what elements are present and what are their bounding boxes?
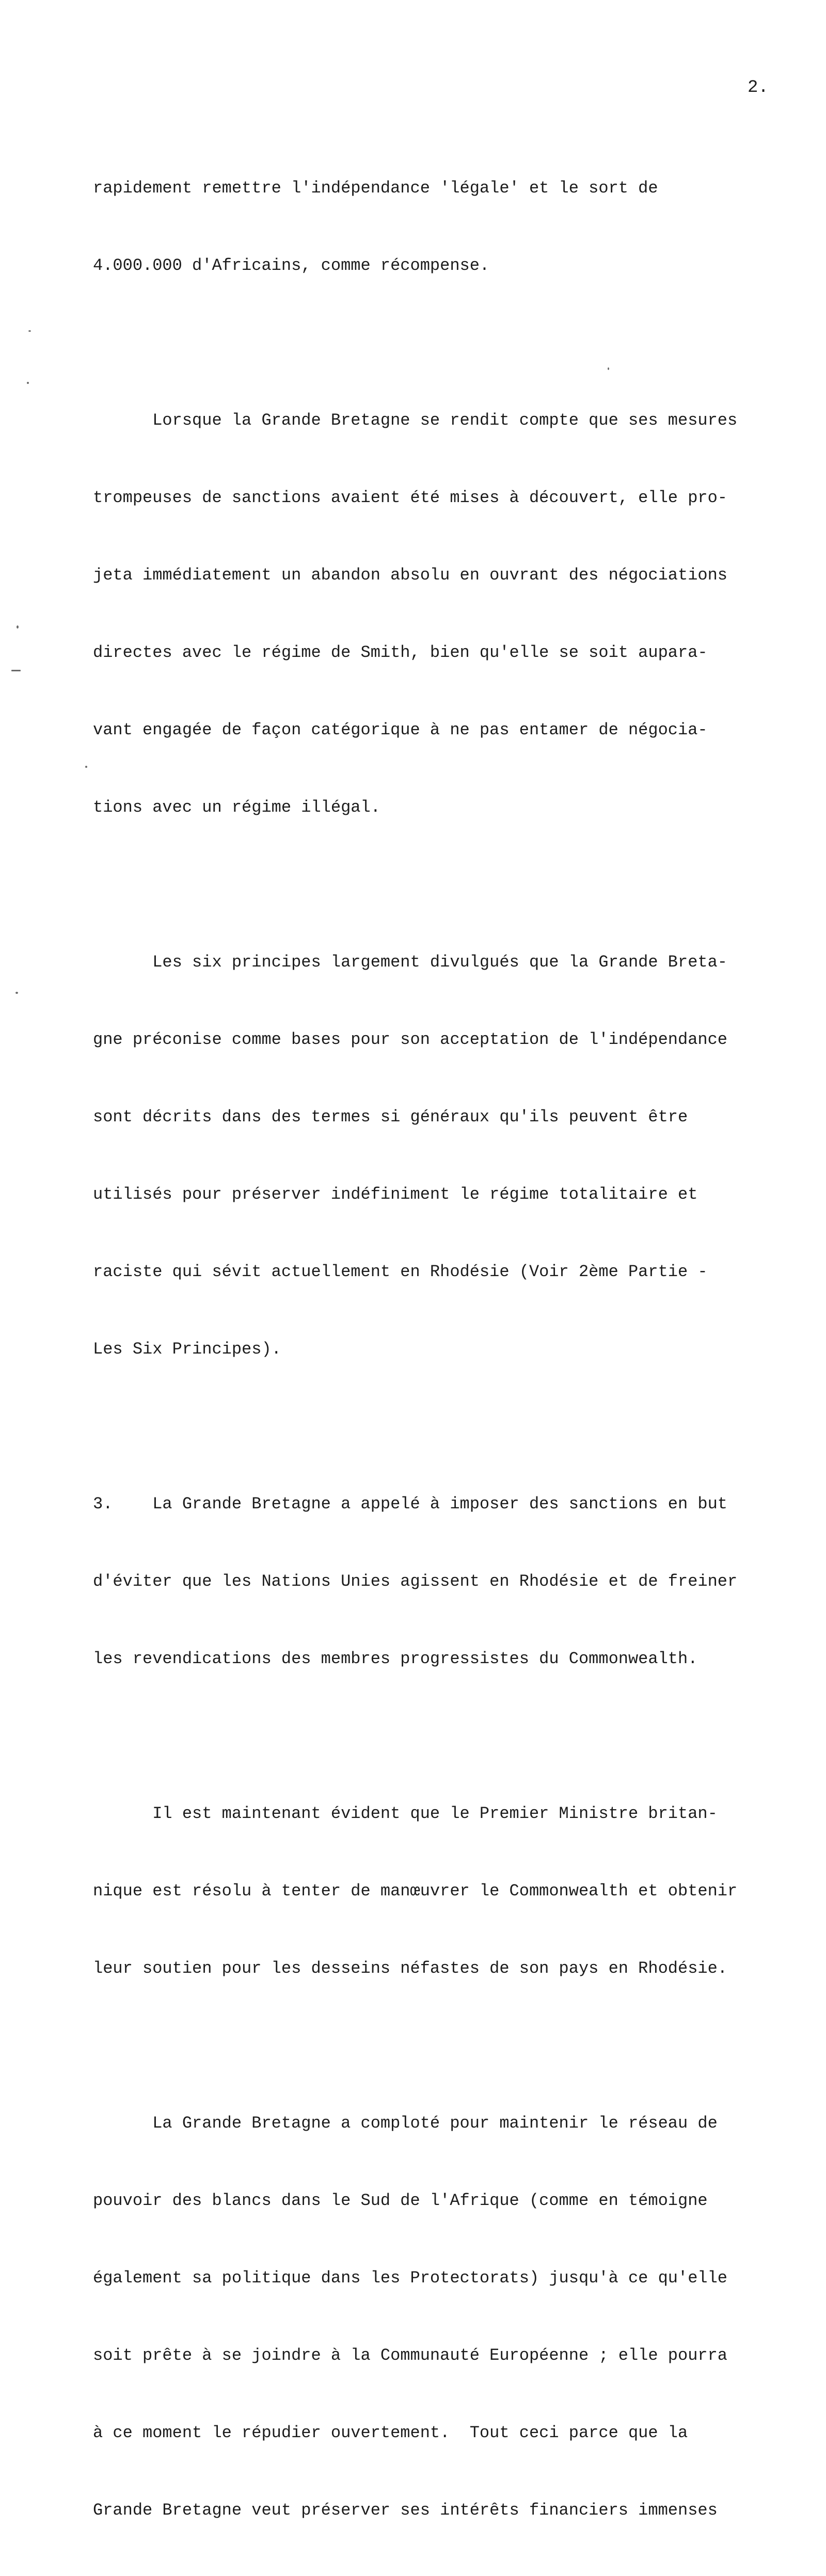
text-line: jeta immédiatement un abandon absolu en ouvrant des négociations <box>93 566 727 585</box>
text-line: Lorsque la Grande Bretagne se rendit compte que ses mesures <box>93 411 738 430</box>
paragraph-numbered-3 <box>93 1440 785 1724</box>
paragraph <box>93 898 785 1414</box>
scan-speck <box>608 367 609 370</box>
text-line: à ce moment le répudier ouvertement. Tout ceci parce que la <box>93 2423 688 2442</box>
text-line: pouvoir des blancs dans le Sud de l'Afrique (comme en témoigne <box>93 2191 708 2210</box>
text-line: rapidement remettre l'indépendance 'légale' et le sort de <box>93 179 658 198</box>
text-line: tions avec un régime illégal. <box>93 798 380 817</box>
text-line <box>93 2575 785 2576</box>
scan-speck <box>11 670 21 671</box>
text-line: soit prête à se joindre à la Communauté Européenne ; elle pourra <box>93 2346 727 2365</box>
text-line: raciste qui sévit actuellement en Rhodésie (Voir 2ème Partie - <box>93 1262 708 1281</box>
page-number: 2. <box>748 78 769 98</box>
scan-speck <box>27 382 29 384</box>
paragraph <box>93 356 785 872</box>
scan-speck <box>15 992 18 994</box>
document-body <box>93 124 785 2576</box>
text-line: La Grande Bretagne a comploté pour maintenir le réseau de <box>93 2114 718 2133</box>
paragraph <box>93 2059 785 2576</box>
paragraph <box>93 1749 785 2033</box>
scan-speck <box>85 766 87 768</box>
text-line: directes avec le régime de Smith, bien qu'elle se soit aupara- <box>93 643 708 662</box>
text-line: vant engagée de façon catégorique à ne pas entamer de négocia- <box>93 720 708 739</box>
text-line: leur soutien pour les desseins néfastes de son pays en Rhodésie. <box>93 1959 727 1978</box>
scan-speck <box>17 625 19 629</box>
text-line: utilisés pour préserver indéfiniment le régime totalitaire et <box>93 1185 698 1204</box>
text-line: nique est résolu à tenter de manœuvrer le Commonwealth et obtenir <box>93 1881 738 1901</box>
scan-speck <box>28 330 31 332</box>
text-line: Il est maintenant évident que le Premier Ministre britan- <box>93 1804 718 1823</box>
paragraph <box>93 124 785 330</box>
text-line: Les Six Principes). <box>93 1340 281 1359</box>
text-line: sont décrits dans des termes si généraux qu'ils peuvent être <box>93 1107 688 1126</box>
text-line: gne préconise comme bases pour son acceptation de l'indépendance <box>93 1030 727 1049</box>
text-line: d'éviter que les Nations Unies agissent en Rhodésie et de freiner <box>93 1572 738 1591</box>
text-line: trompeuses de sanctions avaient été mises à découvert, elle pro- <box>93 488 727 507</box>
text-line: Grande Bretagne veut préserver ses intérêts financiers immenses <box>93 2501 718 2520</box>
text-line: 3. La Grande Bretagne a appelé à imposer des sanctions en but <box>93 1494 727 1514</box>
text-line: les revendications des membres progressistes du Commonwealth. <box>93 1649 698 1668</box>
text-line: 4.000.000 d'Africains, comme récompense. <box>93 256 490 275</box>
text-line: également sa politique dans les Protectorats) jusqu'à ce qu'elle <box>93 2268 727 2288</box>
text-line: Les six principes largement divulgués que la Grande Breta- <box>93 953 727 972</box>
